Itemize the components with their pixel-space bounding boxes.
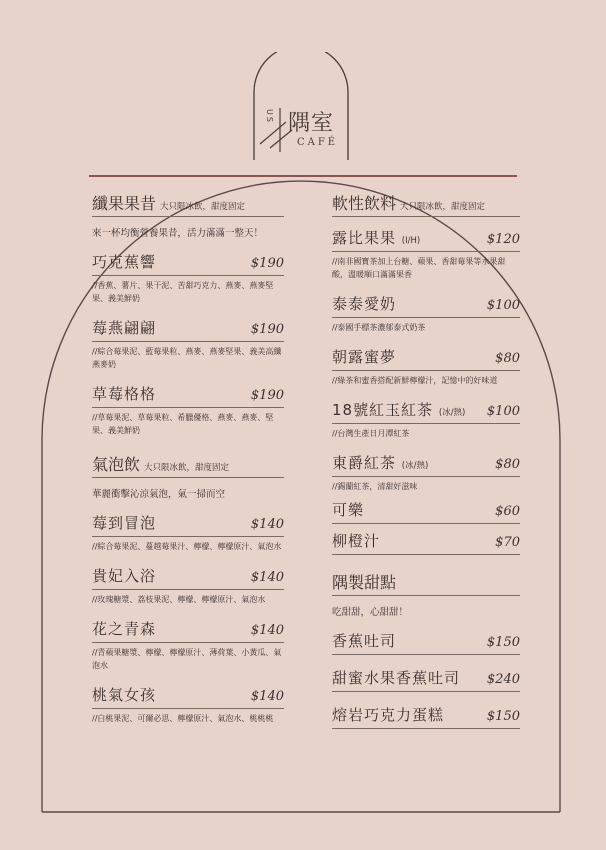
item-description: //南非國寶茶加上台糖、蘋果、香甜莓果等水果甜酸，溫暖順口滿滿果香 (332, 257, 506, 279)
logo-side-text: US (264, 109, 274, 124)
section-note: 大只限冰飲，甜度固定 (160, 202, 246, 212)
item-price: $190 (250, 322, 284, 337)
section-title-juice (92, 192, 284, 217)
item-name: 草莓格格 (92, 385, 157, 403)
logo-name-cn: 隅室 (288, 111, 335, 136)
menu-item (332, 665, 520, 692)
section-subtitle: 吃甜甜，心甜甜！ (332, 607, 409, 618)
item-description: //綠茶和蜜香搭配新鮮檸檬汁，記憶中的好味道 (332, 376, 498, 385)
section-title-text: 纖果果昔 (92, 194, 157, 213)
item-name: 香蕉吐司 (332, 632, 397, 650)
item-name: 柳橙汁 (332, 532, 381, 550)
item-description: //玫瑰糖漿、荔枝果泥、檸檬、檸檬原汁、氣泡水 (92, 595, 266, 604)
menu-item (332, 702, 520, 729)
item-name: 巧克蕉響 (92, 253, 157, 271)
menu-item (332, 628, 520, 655)
menu-item (92, 249, 284, 305)
item-description: //泰國手標茶濃郁泰式奶茶 (332, 323, 426, 332)
item-description: //青蘋果糖漿、檸檬、檸檬原汁、薄荷葉、小黃瓜、氣泡水 (92, 648, 282, 670)
section-title-text: 軟性飲料 (332, 194, 397, 213)
item-name: 熔岩巧克力蛋糕 (332, 706, 445, 724)
item-price: $120 (486, 232, 520, 247)
item-price: $60 (495, 504, 520, 519)
menu-item (332, 225, 520, 281)
section-note: 大只限冰飲，甜度固定 (144, 463, 230, 473)
item-description: //白桃果泥、可爾必思、檸檬原汁、氣泡水、桃桃桃 (92, 714, 274, 723)
item-description: //錫蘭紅茶，清甜好滋味 (332, 482, 418, 491)
item-name: 可樂 (332, 501, 365, 519)
item-price: $100 (486, 404, 520, 419)
item-name: 18號紅玉紅茶 (冰/熱) (332, 401, 466, 419)
item-name: 桃氣女孩 (92, 686, 157, 704)
section-title-sparkling (92, 453, 284, 478)
item-name: 甜蜜水果香蕉吐司 (332, 669, 461, 687)
item-price: $140 (250, 689, 284, 704)
item-price: $240 (486, 672, 520, 687)
item-price: $140 (250, 570, 284, 585)
menu-item (332, 450, 520, 493)
section-title-dessert (332, 571, 520, 596)
menu-item (332, 497, 520, 524)
item-price: $150 (486, 709, 520, 724)
item-name: 莓燕翩翩 (92, 319, 157, 337)
menu-item (92, 563, 284, 606)
item-price: $140 (250, 517, 284, 532)
item-price: $190 (250, 256, 284, 271)
logo-name-en: CAFÉ (297, 137, 339, 148)
item-name: 花之青森 (92, 620, 157, 638)
section-title-text: 氣泡飲 (92, 455, 141, 474)
item-price: $190 (250, 388, 284, 403)
section-title-soft-drinks (332, 192, 520, 217)
right-column (332, 192, 520, 733)
item-description: //綜合莓果泥、藍莓果粒、燕麥、燕麥堅果、義美高纖燕麥奶 (92, 347, 282, 369)
item-price: $80 (495, 351, 520, 366)
menu-item (92, 510, 284, 553)
item-name: 泰泰愛奶 (332, 295, 397, 313)
item-name: 貴妃入浴 (92, 567, 157, 585)
item-description: //台灣生產日月潭紅茶 (332, 429, 410, 438)
menu-item (332, 291, 520, 334)
menu-item (332, 397, 520, 440)
item-name: 東爵紅茶 (冰/熱) (332, 454, 429, 472)
item-price: $70 (495, 535, 520, 550)
menu-item (332, 344, 520, 387)
item-description: //草莓果泥、草莓果粒、希臘優格、燕麥、燕麥、堅果、義美鮮奶 (92, 413, 274, 435)
item-price: $100 (486, 298, 520, 313)
menu-item (332, 528, 520, 555)
item-price: $80 (495, 457, 520, 472)
item-price: $140 (250, 623, 284, 638)
menu-item (92, 381, 284, 437)
menu-item (92, 682, 284, 725)
left-column (92, 192, 284, 729)
section-note: 大只限冰飲，甜度固定 (400, 202, 486, 212)
section-subtitle: 華麗衝擊沁涼氣泡，氣一掃而空 (92, 489, 226, 500)
menu-item (92, 315, 284, 371)
item-name: 莓到冒泡 (92, 514, 157, 532)
section-subtitle: 來一杯均衡營養果昔，活力滿滿一整天！ (92, 228, 264, 239)
item-name: 朝露蜜夢 (332, 348, 397, 366)
item-description: //香蕉、薯片、果干泥、苦甜巧克力、燕麥、燕麥堅果、義美鮮奶 (92, 281, 274, 303)
section-title-text: 隅製甜點 (332, 573, 397, 592)
item-price: $150 (486, 635, 520, 650)
menu-item (92, 616, 284, 672)
item-name: 露比果果 (I/H) (332, 229, 421, 247)
item-description: //綜合莓果泥、蔓越莓果汁、檸檬、檸檬原汁、氣泡水 (92, 542, 282, 551)
